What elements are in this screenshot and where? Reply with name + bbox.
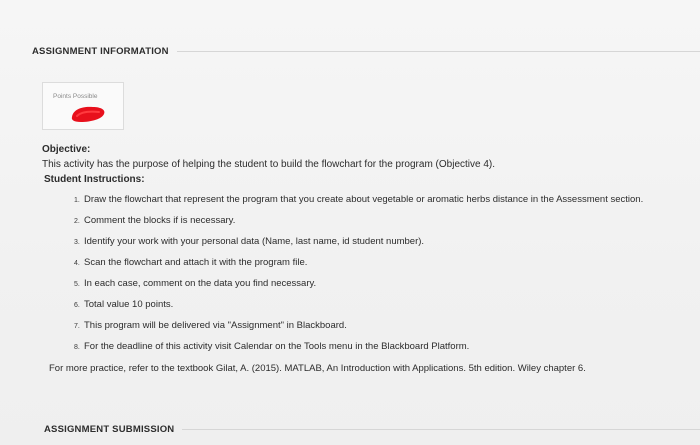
objective-title: Objective: xyxy=(42,144,91,155)
points-possible-box xyxy=(42,82,124,130)
list-item-number: 5. xyxy=(74,281,80,288)
list-item-text: This program will be delivered via "Assignment" in Blackboard. xyxy=(84,320,347,331)
list-item-number: 1. xyxy=(74,197,80,204)
list-item-number: 7. xyxy=(74,323,80,330)
student-instructions-title: Student Instructions: xyxy=(44,174,145,185)
list-item xyxy=(74,319,682,340)
list-item-number: 6. xyxy=(74,302,80,309)
objective-text: This activity has the purpose of helping the student to build the flowchart for the program (Objective 4). xyxy=(42,159,496,170)
list-item xyxy=(74,214,682,235)
assignment-information-title: ASSIGNMENT INFORMATION xyxy=(32,46,169,57)
assignment-submission-header xyxy=(44,424,700,435)
assignment-content xyxy=(42,143,682,376)
list-item xyxy=(74,235,682,256)
points-possible-label: Points Possible xyxy=(53,93,98,100)
list-item xyxy=(74,340,682,361)
redaction-mark xyxy=(69,103,107,125)
list-item-text: Scan the flowchart and attach it with the program file. xyxy=(84,257,308,268)
list-item xyxy=(74,256,682,277)
list-item-text: Draw the flowchart that represent the program that you create about vegetable or aromatic herbs distance in the Assessment section. xyxy=(84,194,644,205)
textbook-reference-note: For more practice, refer to the textbook Gilat, A. (2015). MATLAB, An Introduction with Applications. 5th edition. Wiley chapter 6. xyxy=(49,363,586,374)
list-item-number: 3. xyxy=(74,239,80,246)
list-item-number: 8. xyxy=(74,344,80,351)
list-item xyxy=(74,277,682,298)
list-item-text: For the deadline of this activity visit Calendar on the Tools menu in the Blackboard Platform. xyxy=(84,341,470,352)
list-item-text: Total value 10 points. xyxy=(84,299,174,310)
section-divider xyxy=(182,429,700,430)
list-item-number: 2. xyxy=(74,218,80,225)
list-item-text: Comment the blocks if is necessary. xyxy=(84,215,236,226)
list-item xyxy=(74,298,682,319)
section-divider xyxy=(177,51,700,52)
list-item xyxy=(74,193,682,214)
instructions-list xyxy=(42,193,682,361)
assignment-submission-title: ASSIGNMENT SUBMISSION xyxy=(44,424,175,435)
assignment-information-header xyxy=(32,46,700,57)
list-item-text: In each case, comment on the data you find necessary. xyxy=(84,278,317,289)
list-item-number: 4. xyxy=(74,260,80,267)
list-item-text: Identify your work with your personal data (Name, last name, id student number). xyxy=(84,236,425,247)
